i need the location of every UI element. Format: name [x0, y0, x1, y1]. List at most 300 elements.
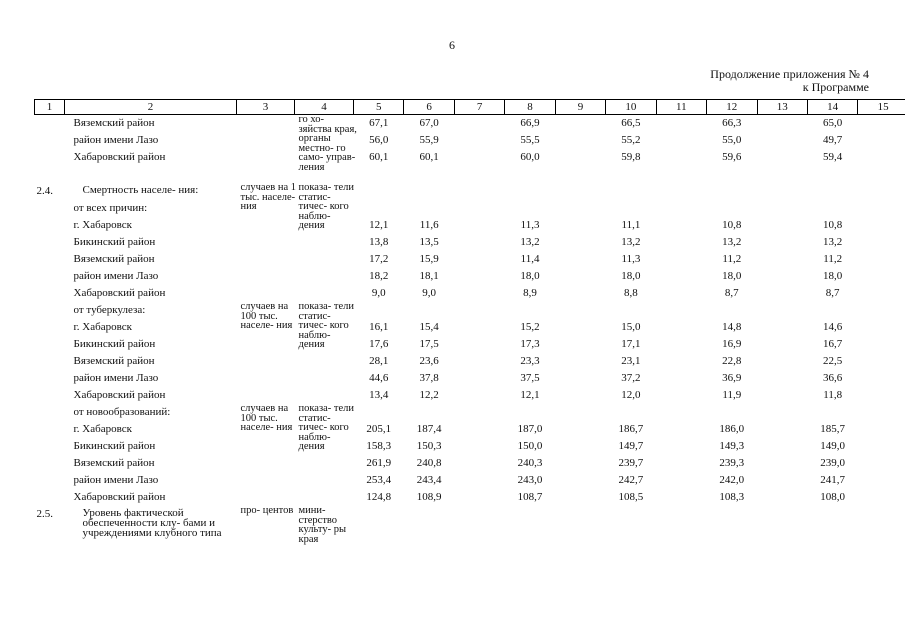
value-col15 — [858, 353, 905, 370]
value-col13 — [757, 251, 807, 268]
value-col5 — [354, 200, 404, 217]
value-col8: 12,1 — [520, 389, 540, 401]
value-col15 — [858, 200, 905, 217]
value-col10: 242,7 — [618, 474, 644, 486]
value-col6: 18,1 — [419, 270, 439, 282]
value-col5: 17,2 — [369, 253, 389, 265]
value-col13 — [757, 268, 807, 285]
indicator-name: Вяземский район — [73, 355, 155, 367]
value-col12: 55,0 — [722, 134, 742, 146]
value-col10: 55,2 — [621, 134, 641, 146]
value-col11 — [656, 132, 706, 149]
row-index — [35, 302, 65, 319]
unit-cell — [237, 217, 295, 234]
value-col6: 37,8 — [419, 372, 439, 384]
indicator-name-text: Уровень фактической обеспеченности клу- бами и учреждениями клубного типа — [82, 507, 222, 539]
value-col10 — [606, 302, 656, 319]
value-col5: 18,2 — [369, 270, 389, 282]
value-col10: 11,3 — [621, 253, 641, 265]
unit-cell — [237, 455, 295, 472]
value-col8: 60,0 — [520, 151, 540, 163]
value-col13 — [757, 455, 807, 472]
value-col5: 253,4 — [366, 474, 392, 486]
value-col10: 18,0 — [621, 270, 641, 282]
value-col14 — [807, 506, 857, 523]
value-col14: 22,5 — [823, 355, 843, 367]
value-col15 — [858, 285, 905, 302]
source-cell — [295, 234, 354, 251]
value-col10: 186,7 — [618, 423, 644, 435]
row-index — [35, 115, 65, 133]
unit-cell — [237, 149, 295, 166]
unit-cell — [237, 182, 296, 213]
value-col10: 8,8 — [624, 287, 638, 299]
row-index — [35, 438, 65, 455]
table-row — [35, 472, 905, 489]
value-col15 — [858, 336, 905, 353]
value-col9 — [555, 183, 605, 200]
indicator-name — [65, 183, 237, 200]
value-col6 — [404, 506, 454, 523]
indicator-name: Вяземский район — [73, 117, 155, 129]
table-row — [35, 489, 905, 506]
value-col13 — [757, 387, 807, 404]
value-col9 — [555, 285, 605, 302]
source-cell — [295, 472, 354, 489]
value-col7 — [454, 438, 504, 455]
value-col8: 37,5 — [520, 372, 540, 384]
value-col8 — [505, 302, 555, 319]
value-col7 — [454, 285, 504, 302]
value-col11 — [656, 353, 706, 370]
value-col11 — [656, 183, 706, 200]
indicator-name: район имени Лазо — [73, 372, 159, 384]
value-col14: 13,2 — [823, 236, 843, 248]
value-col13 — [757, 234, 807, 251]
value-col5: 124,8 — [366, 491, 392, 503]
row-index — [35, 251, 65, 268]
source-cell — [295, 301, 355, 351]
value-col5: 67,1 — [369, 117, 389, 129]
indicator-name: Хабаровский район — [73, 491, 166, 503]
source-cell-text: мини- стерство культу- ры края — [298, 505, 346, 545]
value-col15 — [858, 319, 905, 336]
value-col6: 60,1 — [419, 151, 439, 163]
indicator-name: Бикинский район — [73, 338, 156, 350]
value-col9 — [555, 489, 605, 506]
value-col5: 17,6 — [369, 338, 389, 350]
value-col10: 15,0 — [621, 321, 641, 333]
value-col10: 23,1 — [621, 355, 641, 367]
value-col12 — [707, 183, 757, 200]
value-col12: 10,8 — [722, 219, 742, 231]
header-col: 12 — [707, 100, 757, 115]
header-row — [35, 100, 905, 115]
unit-cell — [237, 301, 295, 332]
value-col13 — [757, 132, 807, 149]
source-cell — [295, 387, 354, 404]
value-col6: 15,9 — [419, 253, 439, 265]
row-index — [35, 404, 65, 421]
table-row — [35, 285, 905, 302]
header-col: 4 — [295, 100, 354, 115]
value-col14: 149,0 — [820, 440, 846, 452]
table-row — [35, 268, 905, 285]
value-col14: 241,7 — [820, 474, 846, 486]
value-col15 — [858, 438, 905, 455]
header-col: 8 — [505, 100, 555, 115]
value-col7 — [454, 200, 504, 217]
value-col10: 59,8 — [621, 151, 641, 163]
value-col8 — [505, 183, 555, 200]
value-col7 — [454, 115, 504, 133]
value-col11 — [656, 234, 706, 251]
indicator-name: Хабаровский район — [73, 287, 166, 299]
value-col7 — [454, 251, 504, 268]
table-row — [35, 302, 905, 319]
value-col10: 66,5 — [621, 117, 641, 129]
table-row — [35, 166, 905, 183]
value-col9 — [555, 370, 605, 387]
value-col5: 12,1 — [369, 219, 389, 231]
table-row — [35, 319, 905, 336]
value-col12: 242,0 — [719, 474, 745, 486]
source-cell — [295, 268, 354, 285]
source-cell — [295, 403, 355, 453]
row-index: 2.5. — [36, 508, 53, 520]
source-cell-text: показа- тели статис- тичес- кого наблю- дения — [298, 403, 355, 453]
appendix-note-line1: Продолжение приложения № 4 — [710, 67, 869, 81]
value-col5: 13,4 — [369, 389, 389, 401]
value-col6: 12,2 — [419, 389, 439, 401]
value-col12: 11,2 — [722, 253, 742, 265]
value-col14: 108,0 — [820, 491, 846, 503]
value-col11 — [656, 217, 706, 234]
unit-cell — [237, 251, 295, 268]
value-col12 — [707, 404, 757, 421]
value-col5: 16,1 — [369, 321, 389, 333]
value-col9 — [555, 336, 605, 353]
value-col9 — [555, 115, 605, 133]
table-row — [35, 183, 905, 200]
value-col14: 239,0 — [820, 457, 846, 469]
value-col14 — [807, 166, 857, 183]
value-col11 — [656, 472, 706, 489]
value-col9 — [555, 404, 605, 421]
value-col14: 10,8 — [823, 219, 843, 231]
header-col: 13 — [757, 100, 807, 115]
row-index — [35, 234, 65, 251]
value-col11 — [656, 268, 706, 285]
table-row — [35, 421, 905, 438]
header-col: 10 — [606, 100, 656, 115]
value-col5 — [354, 166, 404, 183]
value-col10 — [606, 166, 656, 183]
indicator-name-text: Смертность населе- ния: — [82, 184, 199, 196]
value-col10 — [606, 183, 656, 200]
indicators-table-wrap — [34, 99, 889, 545]
value-col6: 108,9 — [416, 491, 442, 503]
header-col: 6 — [404, 100, 454, 115]
value-col8: 11,4 — [520, 253, 540, 265]
value-col9 — [555, 251, 605, 268]
value-col13 — [757, 472, 807, 489]
value-col9 — [555, 217, 605, 234]
value-col8: 11,3 — [520, 219, 540, 231]
source-cell — [295, 489, 354, 506]
value-col7 — [454, 489, 504, 506]
value-col8: 17,3 — [520, 338, 540, 350]
table-body — [35, 114, 905, 545]
value-col10: 108,5 — [618, 491, 644, 503]
value-col14: 36,6 — [823, 372, 843, 384]
value-col8: 8,9 — [523, 287, 537, 299]
value-col7 — [454, 149, 504, 166]
value-col9 — [555, 421, 605, 438]
unit-cell — [237, 472, 295, 489]
value-col7 — [454, 404, 504, 421]
source-cell-text: показа- тели статис- тичес- кого наблю- дения — [298, 301, 355, 351]
table-row — [35, 455, 905, 472]
value-col8: 18,0 — [520, 270, 540, 282]
unit-cell — [237, 506, 295, 523]
value-col13 — [757, 217, 807, 234]
value-col15 — [858, 183, 905, 200]
value-col5 — [354, 183, 404, 200]
header-col: 14 — [807, 100, 857, 115]
source-cell — [295, 285, 354, 302]
value-col12: 13,2 — [722, 236, 742, 248]
value-col15 — [858, 115, 905, 133]
value-col6 — [404, 166, 454, 183]
value-col9 — [555, 200, 605, 217]
value-col15 — [858, 506, 905, 523]
value-col12: 11,9 — [722, 389, 742, 401]
value-col11 — [656, 251, 706, 268]
value-col7 — [454, 353, 504, 370]
value-col6 — [404, 200, 454, 217]
value-col15 — [858, 234, 905, 251]
source-cell — [295, 182, 355, 232]
value-col13 — [757, 166, 807, 183]
value-col6 — [404, 404, 454, 421]
row-index — [35, 149, 65, 166]
value-col10: 17,1 — [621, 338, 641, 350]
value-col13 — [757, 438, 807, 455]
value-col12: 239,3 — [719, 457, 745, 469]
value-col12 — [707, 166, 757, 183]
value-col14: 8,7 — [825, 287, 840, 299]
value-col11 — [656, 404, 706, 421]
header-col: 15 — [858, 100, 905, 115]
table-row — [35, 506, 905, 523]
table-row — [35, 404, 905, 421]
value-col11 — [656, 455, 706, 472]
row-index — [35, 455, 65, 472]
value-col8: 23,3 — [520, 355, 540, 367]
value-col10: 13,2 — [621, 236, 641, 248]
value-col11 — [656, 200, 706, 217]
indicator-name: район имени Лазо — [73, 134, 159, 146]
value-col11 — [656, 438, 706, 455]
value-col8: 243,0 — [517, 474, 543, 486]
value-col13 — [757, 370, 807, 387]
value-col9 — [555, 166, 605, 183]
value-col6: 9,0 — [422, 287, 437, 299]
value-col7 — [454, 183, 504, 200]
source-cell — [295, 370, 354, 387]
value-col6: 150,3 — [416, 440, 442, 452]
value-col5 — [354, 506, 404, 523]
value-col9 — [555, 353, 605, 370]
value-col13 — [757, 302, 807, 319]
value-col6: 243,4 — [416, 474, 442, 486]
value-col11 — [656, 506, 706, 523]
value-col11 — [656, 336, 706, 353]
value-col15 — [858, 132, 905, 149]
row-index — [35, 268, 65, 285]
value-col13 — [757, 353, 807, 370]
value-col13 — [757, 149, 807, 166]
header-col: 2 — [65, 100, 237, 115]
value-col12 — [707, 302, 757, 319]
unit-cell — [237, 387, 295, 404]
value-col11 — [656, 370, 706, 387]
indicator-name: г. Хабаровск — [73, 219, 132, 231]
value-col8: 108,7 — [517, 491, 543, 503]
value-col6: 23,6 — [419, 355, 439, 367]
indicator-name: Вяземский район — [73, 457, 155, 469]
value-col10: 239,7 — [618, 457, 644, 469]
value-col8: 15,2 — [520, 321, 540, 333]
table-row — [35, 251, 905, 268]
value-col5 — [354, 404, 404, 421]
value-col6: 240,8 — [416, 457, 442, 469]
unit-cell — [237, 132, 295, 149]
value-col12: 22,8 — [722, 355, 742, 367]
value-col6: 13,5 — [419, 236, 439, 248]
header-col: 11 — [656, 100, 706, 115]
header-col: 1 — [35, 100, 65, 115]
value-col6: 11,6 — [419, 219, 439, 231]
value-col8: 55,5 — [520, 134, 540, 146]
value-col15 — [858, 370, 905, 387]
unit-cell — [237, 370, 295, 387]
row-index — [35, 132, 65, 149]
indicator-name: район имени Лазо — [73, 474, 159, 486]
indicator-name: Хабаровский район — [73, 151, 166, 163]
value-col10 — [606, 404, 656, 421]
value-col9 — [555, 387, 605, 404]
unit-cell — [237, 403, 295, 434]
value-col10: 37,2 — [621, 372, 641, 384]
row-index — [35, 217, 65, 234]
table-row — [35, 234, 905, 251]
value-col8: 150,0 — [517, 440, 543, 452]
value-col10: 149,7 — [618, 440, 644, 452]
value-col15 — [858, 421, 905, 438]
source-cell — [295, 505, 354, 545]
value-col12: 8,7 — [724, 287, 739, 299]
source-cell-text: показа- тели статис- тичес- кого наблю- дения — [298, 182, 355, 232]
value-col5: 9,0 — [371, 287, 386, 299]
value-col15 — [858, 149, 905, 166]
value-col12: 18,0 — [722, 270, 742, 282]
value-col9 — [555, 319, 605, 336]
value-col7 — [454, 132, 504, 149]
indicator-name: район имени Лазо — [73, 270, 159, 282]
value-col15 — [858, 268, 905, 285]
unit-cell — [237, 285, 295, 302]
value-col13 — [757, 506, 807, 523]
value-col13 — [757, 404, 807, 421]
value-col15 — [858, 166, 905, 183]
row-index — [35, 200, 65, 217]
table-row — [35, 336, 905, 353]
value-col5: 60,1 — [369, 151, 389, 163]
row-index — [35, 336, 65, 353]
indicator-name: Вяземский район — [73, 253, 155, 265]
value-col11 — [656, 421, 706, 438]
value-col5: 205,1 — [366, 423, 392, 435]
unit-cell-text: про- центов — [240, 505, 294, 516]
source-cell-text: го хо- зяйства края, органы местно- го само- управ- ления — [298, 114, 357, 173]
value-col10: 11,1 — [621, 219, 641, 231]
value-col6: 67,0 — [419, 117, 439, 129]
value-col5: 44,6 — [369, 372, 389, 384]
value-col6: 17,5 — [419, 338, 439, 350]
unit-cell-text: случаев на 100 тыс. населе- ния — [240, 301, 293, 332]
unit-cell — [237, 438, 295, 455]
indicators-table — [34, 99, 905, 545]
value-col7 — [454, 455, 504, 472]
indicator-name: г. Хабаровск — [73, 321, 132, 333]
value-col8: 240,3 — [517, 457, 543, 469]
value-col13 — [757, 200, 807, 217]
value-col6: 187,4 — [416, 423, 442, 435]
value-col13 — [757, 421, 807, 438]
value-col6 — [404, 302, 454, 319]
value-col9 — [555, 472, 605, 489]
value-col14: 18,0 — [823, 270, 843, 282]
table-row — [35, 149, 905, 166]
value-col12: 186,0 — [719, 423, 745, 435]
value-col7 — [454, 302, 504, 319]
value-col7 — [454, 506, 504, 523]
value-col14: 11,2 — [823, 253, 843, 265]
value-col7 — [454, 472, 504, 489]
source-cell — [295, 353, 354, 370]
value-col9 — [555, 438, 605, 455]
table-row — [35, 387, 905, 404]
value-col5: 261,9 — [366, 457, 392, 469]
value-col5: 56,0 — [369, 134, 389, 146]
value-col12: 149,3 — [719, 440, 745, 452]
table-row — [35, 115, 905, 133]
value-col8 — [505, 166, 555, 183]
unit-cell — [237, 234, 295, 251]
indicator-name: Хабаровский район — [73, 389, 166, 401]
header-col: 9 — [555, 100, 605, 115]
value-col8 — [505, 506, 555, 523]
value-col14 — [807, 404, 857, 421]
value-col7 — [454, 387, 504, 404]
value-col12 — [707, 506, 757, 523]
value-col7 — [454, 217, 504, 234]
value-col7 — [454, 421, 504, 438]
value-col13 — [757, 489, 807, 506]
unit-cell — [237, 166, 295, 183]
